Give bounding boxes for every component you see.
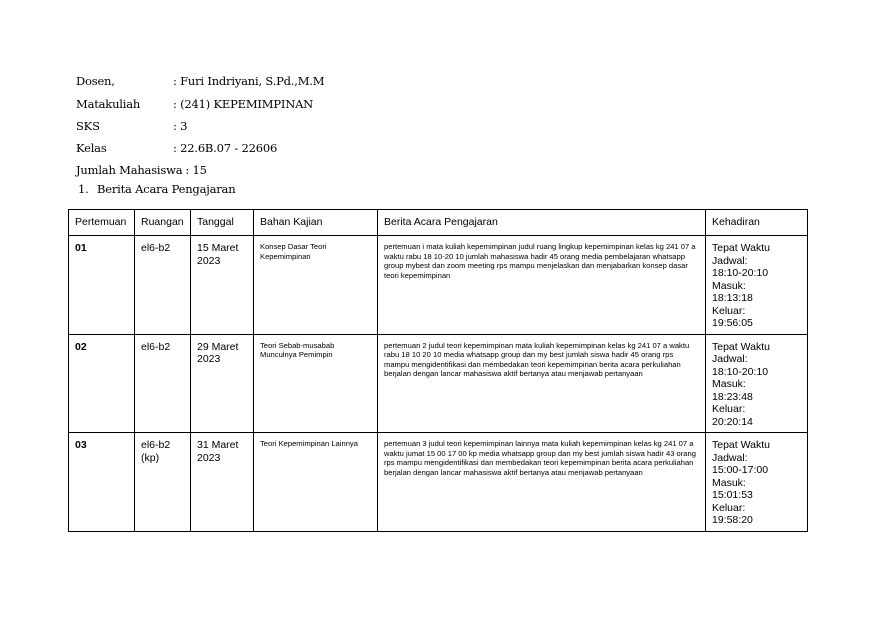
cell-ruangan: el6-b2 (135, 334, 191, 433)
cell-pertemuan: 02 (69, 334, 135, 433)
jumlah-mahasiswa-label: Jumlah Mahasiswa (76, 163, 183, 177)
kelas-line (76, 141, 278, 155)
section-title: Berita Acara Pengajaran (97, 182, 236, 196)
jumlah-mahasiswa-value: : 15 (185, 163, 207, 177)
kehadiran-keluar-value: 19:56:05 (712, 317, 753, 329)
kehadiran-status: Tepat Waktu (712, 242, 770, 254)
sks-label: SKS (76, 119, 100, 133)
matakuliah-label: Matakuliah (76, 97, 141, 111)
cell-berita-acara: pertemuan 3 judul teori kepemimpinan lainnya mata kuliah kepemimpinan kelas kg 241 07 a waktu jumat 15 00 17 00 kp media whatsapp group dan my best jumlah siswa hadir 43 orang rps mampu mengidentifikasi dan membedakan teori kepemimpinan berita acara perkuliahan berjalan dengan lancar mahasiswa aktif bertanya atau menjawab pertanyaan (378, 433, 706, 532)
kehadiran-status: Tepat Waktu (712, 340, 770, 353)
col-header-kehadiran: Kehadiran (706, 210, 808, 236)
jumlah-mahasiswa-line (76, 163, 207, 177)
kehadiran-keluar-value: 19:58:20 (712, 514, 753, 526)
kelas-label: Kelas (76, 141, 107, 155)
matakuliah-line (76, 97, 314, 111)
matakuliah-value: : (241) KEPEMIMPINAN (173, 97, 314, 111)
cell-ruangan: el6-b2 (kp) (135, 433, 191, 532)
kehadiran-keluar-label: Keluar: (712, 403, 746, 415)
col-header-tanggal: Tanggal (191, 210, 254, 236)
col-header-bahan-kajian: Bahan Kajian (254, 210, 378, 236)
kehadiran-jadwal-value: 15:00-17:00 (712, 464, 769, 476)
cell-kehadiran (706, 334, 808, 433)
kehadiran-masuk-label: Masuk: (712, 378, 746, 390)
kehadiran-status: Tepat Waktu (712, 439, 770, 451)
cell-berita-acara: pertemuan 2 judul teori kepemimpinan mata kuliah kepemimpinan kelas kg 241 07 a waktu rabu 18 10 20 10 media whatsapp group dan my best jumlah siswa hadir 45 orang rps mampu mengidentifikasi dan membedakan teori kepemimpinan berita acara perkuliahan berjalan dengan lancar mahasiswa aktif bertanya atau menjawab pertanyaan (378, 334, 706, 433)
dosen-value: : Furi Indriyani, S.Pd.,M.M (173, 74, 325, 88)
cell-pertemuan: 03 (69, 433, 135, 532)
cell-pertemuan: 01 (69, 236, 135, 335)
kehadiran-jadwal-value: 18:10-20:10 (712, 267, 769, 279)
cell-bahan-kajian: Teori Sebab-musabab Munculnya Pemimpin (254, 334, 378, 433)
sks-line (76, 119, 188, 133)
dosen-line (76, 74, 325, 88)
cell-bahan-kajian: Konsep Dasar Teori Kepemimpinan (254, 236, 378, 335)
cell-berita-acara: pertemuan i mata kuliah kepemimpinan judul ruang lingkup kepemimpinan kelas kg 241 07 a waktu rabu 18 10-20 10 jumlah mahasiswa hadir 45 orang media pembelajaran whatsapp group mybest dan zoom meeting rps mampu menjelaskan dan menjabarkan konsep dasar teori kepemimpinan (378, 236, 706, 335)
kehadiran-masuk-label: Masuk: (712, 279, 746, 292)
dosen-label: Dosen, (76, 74, 115, 88)
kehadiran-keluar-label: Keluar: (712, 501, 746, 514)
table-row (69, 236, 808, 335)
kehadiran-masuk-value: 15:01:53 (712, 489, 753, 501)
cell-ruangan: el6-b2 (135, 236, 191, 335)
kehadiran-masuk-value: 18:13:18 (712, 292, 753, 304)
table-row (69, 433, 808, 532)
cell-tanggal: 31 Maret 2023 (191, 433, 254, 532)
cell-kehadiran (706, 433, 808, 532)
kehadiran-masuk-label: Masuk: (712, 476, 746, 489)
kehadiran-jadwal-value: 18:10-20:10 (712, 365, 769, 378)
kehadiran-jadwal-label: Jadwal: (712, 254, 748, 267)
cell-bahan-kajian: Teori Kepemimpinan Lainnya (254, 433, 378, 532)
col-header-berita-acara: Berita Acara Pengajaran (378, 210, 706, 236)
kehadiran-keluar-label: Keluar: (712, 304, 746, 317)
kehadiran-jadwal-label: Jadwal: (712, 451, 748, 464)
col-header-ruangan: Ruangan (135, 210, 191, 236)
berita-acara-table (68, 209, 808, 532)
section-heading (78, 182, 235, 196)
cell-tanggal: 29 Maret 2023 (191, 334, 254, 433)
kelas-value: : 22.6B.07 - 22606 (173, 141, 278, 155)
sks-value: : 3 (173, 119, 188, 133)
table-header-row (69, 210, 808, 236)
kehadiran-jadwal-label: Jadwal: (712, 353, 748, 365)
cell-kehadiran (706, 236, 808, 335)
section-number: 1. (78, 182, 89, 196)
kehadiran-keluar-value: 20:20:14 (712, 415, 753, 428)
cell-tanggal: 15 Maret 2023 (191, 236, 254, 335)
kehadiran-masuk-value: 18:23:48 (712, 390, 753, 403)
col-header-pertemuan: Pertemuan (69, 210, 135, 236)
table-row (69, 334, 808, 433)
